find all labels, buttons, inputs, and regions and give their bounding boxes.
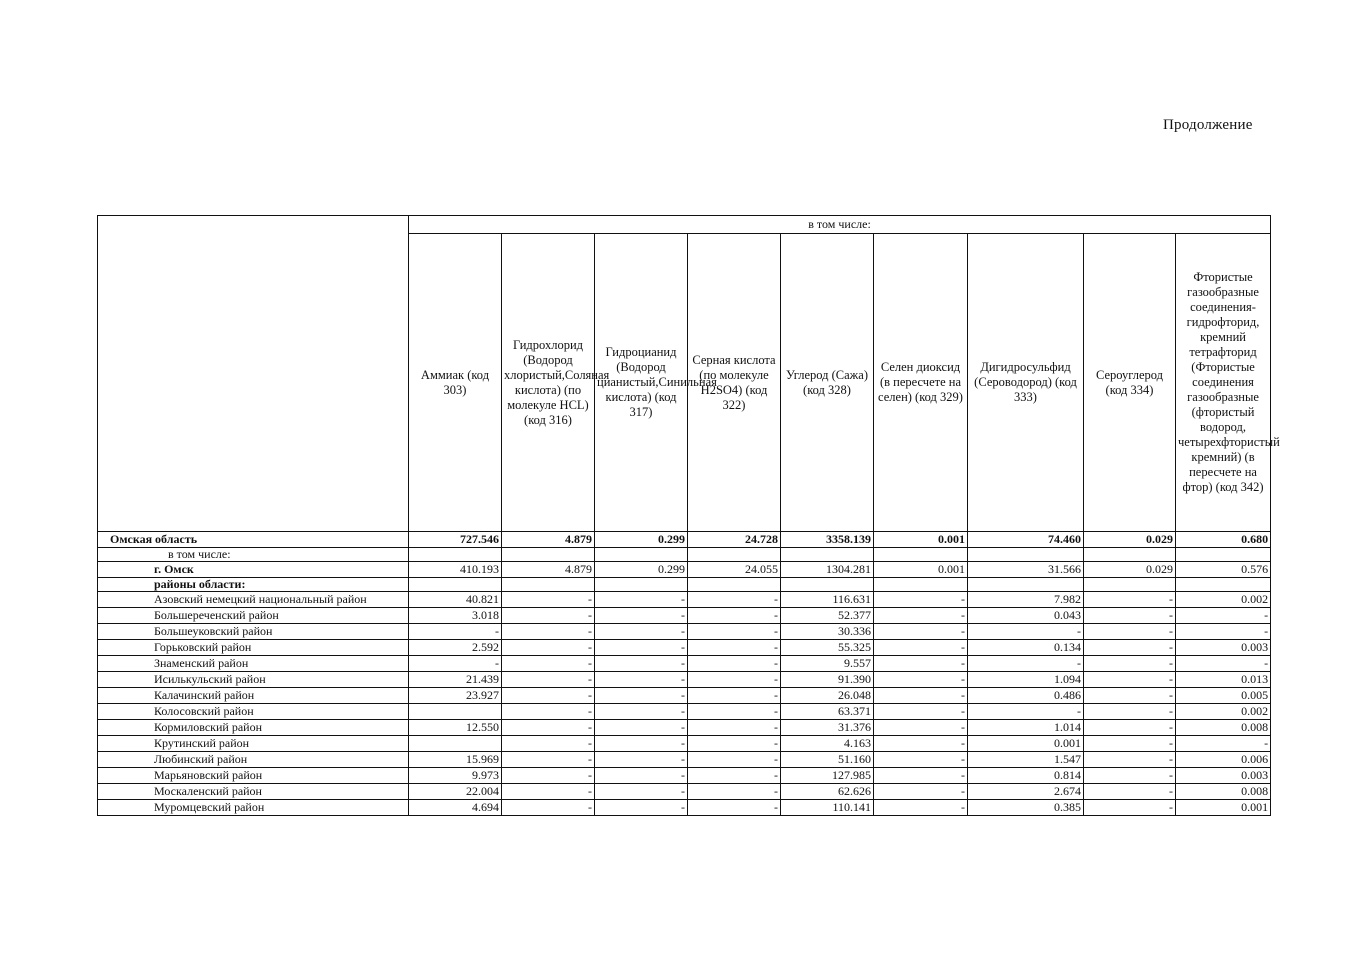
district-value: - — [1176, 624, 1271, 640]
district-value: - — [688, 656, 781, 672]
district-value: - — [595, 800, 688, 816]
total-value: 3358.139 — [781, 532, 874, 548]
district-value: - — [1084, 592, 1176, 608]
district-value: - — [502, 768, 595, 784]
super-header: в том числе: — [409, 216, 1271, 234]
district-value: - — [595, 608, 688, 624]
district-value: - — [1084, 688, 1176, 704]
district-value: 4.163 — [781, 736, 874, 752]
district-value: - — [502, 608, 595, 624]
city-row-name: г. Омск — [98, 562, 409, 578]
district-value: - — [502, 720, 595, 736]
district-value: 0.006 — [1176, 752, 1271, 768]
table-row — [98, 784, 1271, 800]
district-value: - — [874, 784, 968, 800]
district-value: - — [874, 768, 968, 784]
district-value: 91.390 — [781, 672, 874, 688]
district-name: Исилькульский район — [98, 672, 409, 688]
district-value: - — [874, 736, 968, 752]
district-value: - — [409, 656, 502, 672]
district-rows — [98, 592, 1271, 816]
total-row-name: Омская область — [98, 532, 409, 548]
city-value: 410.193 — [409, 562, 502, 578]
district-value: - — [1176, 608, 1271, 624]
district-value: 0.134 — [968, 640, 1084, 656]
table-row — [98, 592, 1271, 608]
district-value: 9.973 — [409, 768, 502, 784]
district-value: 12.550 — [409, 720, 502, 736]
district-value: - — [688, 704, 781, 720]
district-value: - — [595, 720, 688, 736]
district-name: Муромцевский район — [98, 800, 409, 816]
district-value: - — [1084, 752, 1176, 768]
district-name: Горьковский район — [98, 640, 409, 656]
continuation-label: Продолжение — [1163, 117, 1253, 133]
city-row — [98, 562, 1271, 578]
column-header-sulfuric-acid: Серная кислота (по молекуле H2SO4) (код 322) — [688, 234, 781, 532]
city-value: 0.001 — [874, 562, 968, 578]
column-header-carbon: Углерод (Сажа) (код 328) — [781, 234, 874, 532]
total-value: 727.546 — [409, 532, 502, 548]
district-value: - — [502, 688, 595, 704]
district-value: 63.371 — [781, 704, 874, 720]
district-value: 1.014 — [968, 720, 1084, 736]
district-value: 31.376 — [781, 720, 874, 736]
district-value: - — [874, 800, 968, 816]
district-value: - — [874, 704, 968, 720]
district-value: - — [1176, 656, 1271, 672]
city-value: 1304.281 — [781, 562, 874, 578]
district-name: Марьяновский район — [98, 768, 409, 784]
including-label-row — [98, 548, 1271, 562]
table-row — [98, 640, 1271, 656]
city-value: 0.299 — [595, 562, 688, 578]
district-value: - — [1176, 736, 1271, 752]
district-value: - — [688, 640, 781, 656]
district-value: - — [595, 768, 688, 784]
district-value: - — [1084, 768, 1176, 784]
district-value: 62.626 — [781, 784, 874, 800]
district-value: - — [874, 592, 968, 608]
table-row — [98, 704, 1271, 720]
table-row — [98, 672, 1271, 688]
district-value: - — [409, 624, 502, 640]
district-value: - — [502, 752, 595, 768]
districts-label: районы области: — [98, 578, 409, 592]
district-name: Крутинский район — [98, 736, 409, 752]
column-header-hydrochloride: Гидрохлорид (Водород хлористый,Соляная кислота) (по молекуле HCL) (код 316) — [502, 234, 595, 532]
district-value: 127.985 — [781, 768, 874, 784]
district-value: - — [874, 640, 968, 656]
district-value: 0.008 — [1176, 720, 1271, 736]
district-value: - — [688, 720, 781, 736]
district-value: 23.927 — [409, 688, 502, 704]
district-value: 51.160 — [781, 752, 874, 768]
city-value: 31.566 — [968, 562, 1084, 578]
district-value: - — [502, 736, 595, 752]
table-row — [98, 608, 1271, 624]
district-value: 0.001 — [1176, 800, 1271, 816]
district-name: Колосовский район — [98, 704, 409, 720]
district-value: - — [1084, 784, 1176, 800]
district-value: - — [688, 608, 781, 624]
district-value: 40.821 — [409, 592, 502, 608]
district-value: 7.982 — [968, 592, 1084, 608]
district-value: 0.814 — [968, 768, 1084, 784]
district-value: - — [502, 784, 595, 800]
city-value: 24.055 — [688, 562, 781, 578]
table-row — [98, 688, 1271, 704]
district-value: 0.043 — [968, 608, 1084, 624]
district-value: - — [688, 624, 781, 640]
district-name: Большереченский район — [98, 608, 409, 624]
district-value: 0.001 — [968, 736, 1084, 752]
district-name: Любинский район — [98, 752, 409, 768]
district-value: 0.008 — [1176, 784, 1271, 800]
districts-label-row — [98, 578, 1271, 592]
district-value: 110.141 — [781, 800, 874, 816]
district-value: 0.385 — [968, 800, 1084, 816]
district-value: 26.048 — [781, 688, 874, 704]
district-value: - — [595, 784, 688, 800]
district-value: - — [1084, 672, 1176, 688]
city-value: 4.879 — [502, 562, 595, 578]
table-row — [98, 624, 1271, 640]
district-value: - — [595, 624, 688, 640]
district-value: - — [502, 656, 595, 672]
district-value: - — [968, 656, 1084, 672]
district-value: - — [595, 592, 688, 608]
district-value: - — [968, 704, 1084, 720]
table-row — [98, 656, 1271, 672]
district-value: 3.018 — [409, 608, 502, 624]
district-value: - — [874, 720, 968, 736]
column-header-ammonia: Аммиак (код 303) — [409, 234, 502, 532]
district-value: 1.547 — [968, 752, 1084, 768]
district-name: Москаленский район — [98, 784, 409, 800]
district-value: - — [1084, 704, 1176, 720]
total-value: 0.001 — [874, 532, 968, 548]
district-value: - — [688, 752, 781, 768]
district-value: - — [502, 800, 595, 816]
district-value: 2.674 — [968, 784, 1084, 800]
total-value: 24.728 — [688, 532, 781, 548]
including-label: в том числе: — [98, 548, 409, 562]
district-value: - — [688, 768, 781, 784]
district-value: 0.002 — [1176, 592, 1271, 608]
column-header-fluorides: Фтористые газообразные соединения-гидрофторид, кремний тетрафторид (Фтористые соединения газообразные (фтористый водород, четырехфтористый кремний) (в пересчете на фтор) (код 342) — [1176, 234, 1271, 532]
district-value: - — [502, 672, 595, 688]
district-value: 4.694 — [409, 800, 502, 816]
district-value: - — [502, 624, 595, 640]
district-value: - — [1084, 608, 1176, 624]
district-value: - — [1084, 736, 1176, 752]
total-value: 0.680 — [1176, 532, 1271, 548]
district-value: - — [688, 672, 781, 688]
district-value: 116.631 — [781, 592, 874, 608]
district-value: - — [595, 704, 688, 720]
total-value: 4.879 — [502, 532, 595, 548]
region-header-cell — [98, 216, 409, 532]
district-value: - — [502, 592, 595, 608]
district-value: - — [688, 736, 781, 752]
district-value: 15.969 — [409, 752, 502, 768]
table-row — [98, 768, 1271, 784]
total-value: 74.460 — [968, 532, 1084, 548]
district-value: - — [595, 640, 688, 656]
district-value: 9.557 — [781, 656, 874, 672]
district-value: 0.486 — [968, 688, 1084, 704]
district-value: - — [874, 608, 968, 624]
district-value: 0.002 — [1176, 704, 1271, 720]
district-value: - — [502, 640, 595, 656]
district-value: 52.377 — [781, 608, 874, 624]
district-value: - — [1084, 656, 1176, 672]
district-name: Большеуковский район — [98, 624, 409, 640]
district-value: - — [595, 672, 688, 688]
district-value: - — [595, 688, 688, 704]
district-value: - — [688, 592, 781, 608]
district-value: - — [595, 736, 688, 752]
district-value: 30.336 — [781, 624, 874, 640]
column-header-dihydrosulfide: Дигидросульфид (Сероводород) (код 333) — [968, 234, 1084, 532]
district-value: - — [874, 656, 968, 672]
district-value: - — [968, 624, 1084, 640]
district-value: 55.325 — [781, 640, 874, 656]
district-value — [409, 704, 502, 720]
table-row — [98, 752, 1271, 768]
district-value: - — [874, 752, 968, 768]
district-value: 1.094 — [968, 672, 1084, 688]
district-value: 0.013 — [1176, 672, 1271, 688]
district-value: - — [688, 800, 781, 816]
district-value: - — [595, 752, 688, 768]
district-value: 21.439 — [409, 672, 502, 688]
total-row — [98, 532, 1271, 548]
district-name: Кормиловский район — [98, 720, 409, 736]
table-row — [98, 800, 1271, 816]
district-value: - — [688, 688, 781, 704]
column-header-selenium-dioxide: Селен диоксид (в пересчете на селен) (код 329) — [874, 234, 968, 532]
total-value: 0.029 — [1084, 532, 1176, 548]
district-name: Калачинский район — [98, 688, 409, 704]
district-value: 0.005 — [1176, 688, 1271, 704]
district-value: - — [874, 688, 968, 704]
table-row — [98, 720, 1271, 736]
district-value: - — [1084, 800, 1176, 816]
district-value: - — [874, 672, 968, 688]
district-name: Знаменский район — [98, 656, 409, 672]
column-header-carbon-disulfide: Сероуглерод (код 334) — [1084, 234, 1176, 532]
district-value: - — [1084, 640, 1176, 656]
district-value: - — [874, 624, 968, 640]
district-value: - — [502, 704, 595, 720]
emissions-table — [97, 215, 1280, 816]
district-value: - — [1084, 720, 1176, 736]
district-value: - — [595, 656, 688, 672]
district-value: - — [1084, 624, 1176, 640]
column-header-hydrocyanide: Гидроцианид (Водород цианистый,Синильная кислота) (код 317) — [595, 234, 688, 532]
city-value: 0.576 — [1176, 562, 1271, 578]
district-value: 2.592 — [409, 640, 502, 656]
district-value: 22.004 — [409, 784, 502, 800]
district-value: 0.003 — [1176, 768, 1271, 784]
total-value: 0.299 — [595, 532, 688, 548]
district-name: Азовский немецкий национальный район — [98, 592, 409, 608]
district-value — [409, 736, 502, 752]
district-value: - — [688, 784, 781, 800]
district-value: 0.003 — [1176, 640, 1271, 656]
table-row — [98, 736, 1271, 752]
city-value: 0.029 — [1084, 562, 1176, 578]
